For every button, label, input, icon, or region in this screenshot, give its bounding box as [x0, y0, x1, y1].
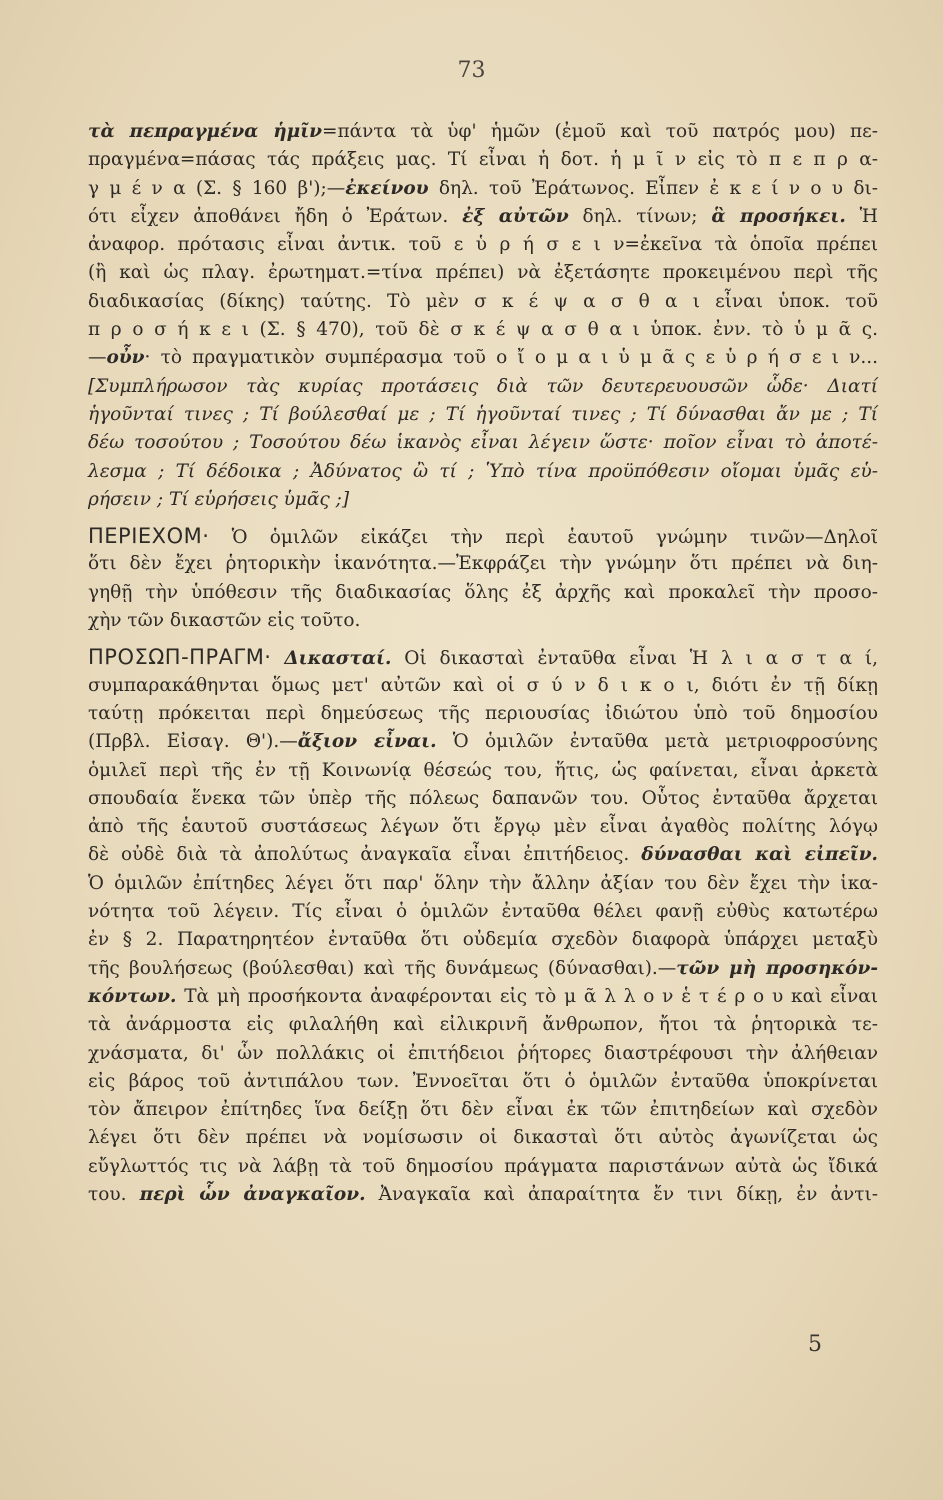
text-run: ὅτι δὲν ἔχει ῥητορικὴν ἱκανότητα.—Ἐκφράζει τὴν γνώμην ὅτι πρέπει νὰ διη- — [88, 553, 878, 575]
paragraph-notes — [88, 118, 878, 514]
text-run: ἡγοῦνταί τινες ; Τί βούλεσθαί με ; Τί ἡγοῦνταί τινες ; Τί δύνασθαι ἄν με ; Τί — [88, 403, 878, 425]
page-number: 73 — [457, 58, 486, 83]
text-run: σπουδαία ἕνεκα τῶν ὑπὲρ τῆς πόλεως δαπανῶν του. Οὗτος ἐνταῦθα ἄρχεται — [88, 787, 878, 809]
text-run: Ὁ ὁμιλῶν ἐπίτηδες λέγει ὅτι παρ' ὅλην τὴν ἄλλην ἀξίαν του δὲν ἔχει τὴν ἱκα- — [88, 872, 878, 894]
text-line — [88, 316, 878, 344]
text-line — [88, 344, 878, 372]
text-run: γ μ έ ν α (Σ. § 160 β');— — [88, 177, 346, 199]
text-line — [88, 175, 878, 203]
text-line — [88, 373, 878, 401]
text-run: Ἡ — [845, 205, 878, 227]
text-run: ρήσειν ; Τί εὑρήσεις ὑμᾶς ;] — [88, 488, 350, 510]
text-line — [88, 259, 878, 287]
text-run: κόντων. — [88, 985, 177, 1007]
text-line — [88, 1040, 878, 1068]
text-run: χνάσματα, δι' ὧν πολλάκις οἱ ἐπιτήδειοι ῥήτορες διαστρέφουσι τὴν ἀλήθειαν — [88, 1042, 878, 1064]
text-run: τὰ πεπραγμένα ἡμῖν — [88, 121, 322, 142]
text-run: λέγει ὅτι δὲν πρέπει νὰ νομίσωσιν οἱ δικασταὶ ὅτι αὐτὸς ἀγωνίζεται ὡς — [88, 1127, 878, 1149]
text-line — [88, 607, 878, 635]
section-heading: ΠΡΟΣΩΠ-ΠΡΑΓΜ· — [88, 645, 272, 670]
text-line — [88, 983, 878, 1011]
text-run: =πάντα τὰ ὑφ' ἡμῶν (ἐμοῦ καὶ τοῦ πατρός μου) πε- — [321, 121, 878, 142]
text-run: ὁμιλεῖ περὶ τῆς ἐν τῇ Κοινωνίᾳ θέσεώς του, ἥτις, ὡς φαίνεται, εἶναι ἀρκετὰ — [88, 759, 878, 781]
text-line — [88, 870, 878, 898]
text-run: Ἀναγκαῖα καὶ ἀπαραίτητα ἔν τινι δίκῃ, ἐν ἀντι- — [365, 1183, 878, 1205]
text-line — [88, 231, 878, 259]
text-run: διαδικασίας (δίκης) ταύτης. Τὸ μὲν σ κ έ ψ α σ θ α ι εἶναι ὑποκ. τοῦ — [88, 290, 878, 312]
text-run: ἃ προσήκει. — [711, 205, 846, 227]
paragraph-persons-facts — [88, 643, 878, 1209]
text-run: συμπαρακάθηνται ὅμως μετ' αὐτῶν καὶ οἱ σ ύ ν δ ι κ ο ι, διότι ἐν τῇ δίκῃ — [88, 674, 878, 696]
text-run: ότι εἶχεν ἀποθάνει ἤδη ὁ Ἐράτων. — [88, 205, 463, 227]
text-line — [88, 486, 878, 514]
text-line — [88, 288, 878, 316]
text-run: δηλ. τίνων; — [568, 205, 712, 227]
text-run: δέω τοσούτου ; Τοσούτου δέω ἱκανὸς εἶναι λέγειν ὥστε· ποῖον εἶναι τὸ ἀποτέ- — [88, 432, 878, 454]
text-line — [88, 203, 878, 231]
text-run: (ἢ καὶ ὡς πλαγ. ἐρωτηματ.=τίνα πρέπει) νὰ ἐξετάσητε προκειμένου περὶ τῆς — [88, 262, 878, 284]
text-run: ἐν § 2. Παρατηρητέον ἐνταῦθα ὅτι οὐδεμία σχεδὸν διαφορὰ ὑπάρχει μεταξὺ — [88, 929, 878, 951]
text-line — [88, 550, 878, 578]
text-run: Ὁ ὁμιλῶν ἐνταῦθα μετὰ μετριοφροσύνης — [436, 731, 878, 753]
text-line — [88, 1096, 878, 1124]
text-run: τὰ ἀνάρμοστα εἰς φιλαλήθη καὶ εἰλικρινῆ ἄνθρωπον, ἤτοι τὰ ῥητορικὰ τε- — [88, 1014, 878, 1036]
text-run: τὸν ἄπειρον ἐπίτηδες ἵνα δείξῃ ὅτι δὲν εἶναι ἐκ τῶν ἐπιτηδείων καὶ σχεδὸν — [88, 1099, 878, 1121]
text-run: εἰς βάρος τοῦ ἀντιπάλου των. Ἐννοεῖται ὅτι ὁ ὁμιλῶν ἐνταῦθα ὑποκρίνεται — [88, 1070, 878, 1092]
text-run: οὖν — [106, 347, 145, 369]
text-run: ἀπὸ τῆς ἑαυτοῦ συστάσεως λέγων ὅτι ἔργῳ μὲν εἶναι ἀγαθὸς πολίτης λόγῳ — [88, 816, 878, 838]
text-run: δύνασθαι καὶ εἰπεῖν. — [641, 844, 878, 866]
text-line — [88, 841, 878, 869]
text-line — [88, 146, 878, 174]
text-run: Τὰ μὴ προσήκοντα ἀναφέρονται εἰς τὸ μ ᾶ λ λ ο ν ἑ τ έ ρ ο υ καὶ εἶναι — [176, 985, 878, 1007]
text-line — [88, 672, 878, 700]
text-line — [88, 757, 878, 785]
text-line — [88, 1068, 878, 1096]
text-run: γηθῇ τὴν ὑπόθεσιν τῆς διαδικασίας ὅλης ἐξ ἀρχῆς καὶ προκαλεῖ τὴν προσο- — [88, 581, 878, 603]
body-text — [88, 118, 878, 1209]
text-run: (Πρβλ. Εἰσαγ. Θ').— — [88, 731, 298, 753]
section-heading: ΠΕΡΙΕΧΟΜ· — [88, 524, 210, 549]
text-run: χὴν τῶν δικαστῶν εἰς τοῦτο. — [88, 610, 361, 632]
text-run: Δικασταί. — [284, 648, 392, 670]
text-line — [88, 728, 878, 756]
text-run: τῶν μὴ προσηκόν- — [676, 957, 879, 979]
text-line — [88, 813, 878, 841]
text-run: πραγμένα=πάσας τάς πράξεις μας. Τί εἶναι ἡ δοτ. ἡ μ ῖ ν εἰς τὸ π ε π ρ α- — [88, 149, 878, 171]
text-run: του. — [88, 1183, 140, 1205]
text-run: δηλ. τοῦ Ἐράτωνος. Εἶπεν ἐ κ ε ί ν ο υ δι- — [428, 177, 878, 199]
text-run: — — [88, 347, 107, 369]
text-run: τῆς βουλήσεως (βούλεσθαι) καὶ τῆς δυνάμεως (δύνασθαι).— — [88, 957, 677, 979]
text-run: ἀναφορ. πρότασις εἶναι ἀντικ. τοῦ ε ὑ ρ ή σ ε ι ν=ἐκεῖνα τὰ ὁποῖα πρέπει — [88, 234, 878, 256]
text-run: ταύτῃ πρόκειται περὶ δημεύσεως τῆς περιουσίας ἰδιώτου ὑπὸ τοῦ δημοσίου — [88, 702, 878, 724]
text-run: Οἱ δικασταὶ ἐνταῦθα εἶναι Ἡ λ ι α σ τ α ί, — [391, 648, 878, 670]
text-line — [88, 700, 878, 728]
text-run: περὶ ὧν ἀναγκαῖον. — [139, 1183, 366, 1205]
text-line — [88, 643, 878, 671]
text-run: · τὸ πραγματικὸν συμπέρασμα τοῦ ο ἴ ο μ α ι ὑ μ ᾶ ς ε ὑ ρ ή σ ε ι ν... — [144, 347, 878, 369]
text-line — [88, 955, 878, 983]
text-line — [88, 118, 878, 146]
text-run: [Συμπλήρωσον τὰς κυρίας προτάσεις διὰ τῶν δευτερευουσῶν ὧδε· Διατί — [88, 375, 878, 397]
text-line — [88, 1124, 878, 1152]
text-run: νότητα τοῦ λέγειν. Τίς εἶναι ὁ ὁμιλῶν ἐνταῦθα θέλει φανῇ εὐθὺς κατωτέρω — [88, 901, 878, 923]
text-run: εὔγλωττός τις νὰ λάβῃ τὰ τοῦ δημοσίου πράγματα παριστάνων αὐτὰ ὡς ἴδικά — [88, 1155, 878, 1177]
text-run: π ρ ο σ ή κ ε ι (Σ. § 470), τοῦ δὲ σ κ έ ψ α σ θ α ι ὑποκ. ἐνν. τὸ ὑ μ ᾶ ς. — [88, 319, 878, 341]
text-run: ἐκείνου — [345, 177, 429, 199]
text-run: λεσμα ; Τί δέδοικα ; Ἀδύνατος ὢ τί ; Ὑπὸ τίνα προϋπόθεσιν οἴομαι ὑμᾶς εὑ- — [88, 460, 878, 482]
text-line — [88, 458, 878, 486]
text-line — [88, 1153, 878, 1181]
text-line — [88, 1011, 878, 1039]
text-line — [88, 898, 878, 926]
text-line — [88, 579, 878, 607]
text-line — [88, 926, 878, 954]
text-line — [88, 429, 878, 457]
text-run: ἐξ αὐτῶν — [462, 205, 569, 227]
text-line — [88, 1181, 878, 1209]
text-run: ἄξιον εἶναι. — [297, 731, 437, 753]
text-line — [88, 522, 878, 550]
signature-mark: 5 — [808, 1332, 822, 1357]
text-line — [88, 401, 878, 429]
text-run: Ὁ ὁμιλῶν εἰκάζει τὴν περὶ ἑαυτοῦ γνώμην τινῶν—Δηλοῖ — [209, 527, 878, 549]
text-line — [88, 785, 878, 813]
paragraph-contents — [88, 522, 878, 635]
text-run: δὲ οὐδὲ διὰ τὰ ἀπολύτως ἀναγκαῖα εἶναι ἐπιτήδειος. — [88, 844, 642, 866]
text-run — [271, 648, 284, 669]
